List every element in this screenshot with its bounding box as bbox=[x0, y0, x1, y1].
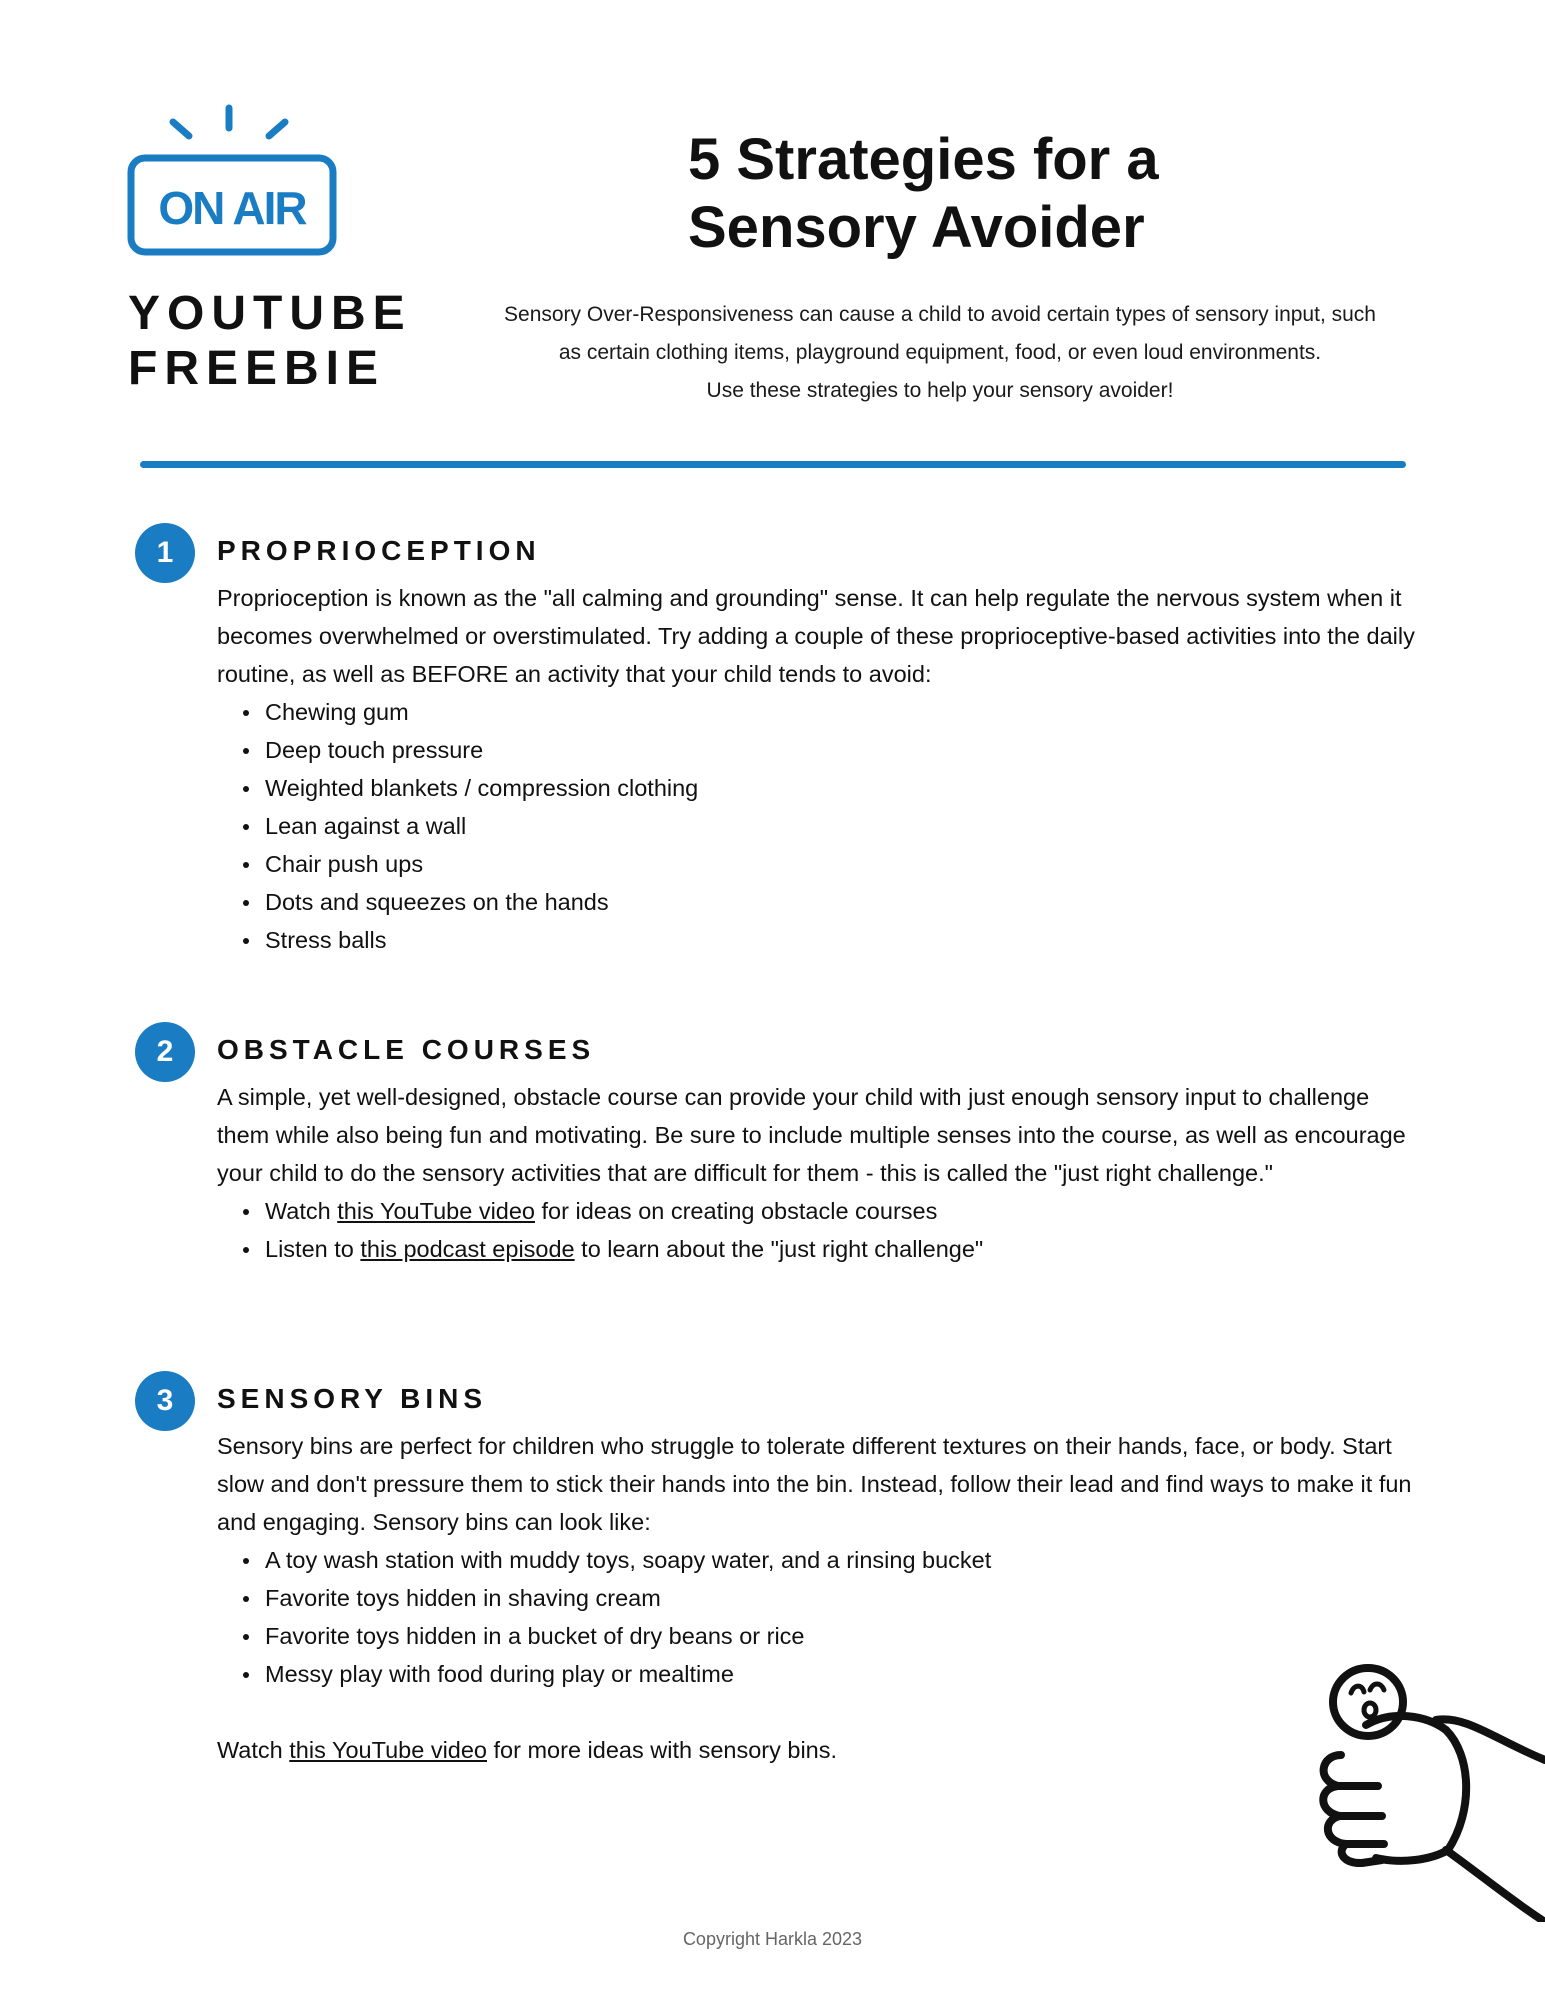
title-line1: 5 Strategies for a bbox=[688, 127, 1159, 192]
youtube-video-link[interactable]: this YouTube video bbox=[337, 1198, 535, 1224]
section-heading: OBSTACLE COURSES bbox=[217, 1034, 596, 1065]
watch-prefix: Watch bbox=[217, 1737, 290, 1763]
list-item: Deep touch pressure bbox=[265, 731, 1427, 769]
bullet-list bbox=[217, 693, 1427, 959]
list-item-text: to learn about the "just right challenge" bbox=[574, 1236, 984, 1262]
youtube-freebie-label bbox=[128, 286, 412, 396]
list-item bbox=[265, 1230, 1427, 1268]
page-title bbox=[688, 126, 1159, 262]
section-number-badge: 2 bbox=[135, 1022, 195, 1082]
list-item: Chewing gum bbox=[265, 693, 1427, 731]
list-item: A toy wash station with muddy toys, soapy water, and a rinsing bucket bbox=[265, 1541, 1427, 1579]
list-item bbox=[265, 1192, 1427, 1230]
badge-label-line1: YOUTUBE bbox=[128, 287, 412, 340]
bullet-list bbox=[217, 1541, 1427, 1693]
section-paragraph: A simple, yet well-designed, obstacle course can provide your child with just enough sensory input to challenge them while also being fun and motivating. Be sure to include multiple senses into the course, as well as encourage your child to do the sensory activities that are difficult for them - this is called the "just right challenge." bbox=[217, 1084, 1406, 1186]
title-line2: Sensory Avoider bbox=[688, 195, 1145, 260]
section-paragraph: Sensory bins are perfect for children who struggle to tolerate different textures on their hands, face, or body. Start slow and don't pressure them to stick their hands into the bin. Instead, follow their lead and find ways to make it fun and engaging. Sensory bins can look like: bbox=[217, 1433, 1412, 1535]
watch-more-text bbox=[217, 1731, 1427, 1769]
list-item: Weighted blankets / compression clothing bbox=[265, 769, 1427, 807]
list-item-text: Listen to bbox=[265, 1236, 361, 1262]
list-item: Stress balls bbox=[265, 921, 1427, 959]
section-number-badge: 3 bbox=[135, 1371, 195, 1431]
section-body bbox=[217, 1427, 1427, 1769]
watch-suffix: for more ideas with sensory bins. bbox=[487, 1737, 838, 1763]
section-body bbox=[217, 579, 1427, 959]
bullet-list bbox=[217, 1192, 1427, 1268]
intro-line2: as certain clothing items, playground equipment, food, or even loud environments. bbox=[558, 341, 1322, 364]
list-item: Lean against a wall bbox=[265, 807, 1427, 845]
thumbs-up-hand-icon bbox=[1296, 1660, 1545, 1922]
section-heading: SENSORY BINS bbox=[217, 1383, 488, 1414]
section-paragraph: Proprioception is known as the "all calming and grounding" sense. It can help regulate the nervous system when it becomes overwhelmed or overstimulated. Try adding a couple of these proprioceptive-based activities into the daily routine, as well as BEFORE an activity that your child tends to avoid: bbox=[217, 585, 1415, 687]
divider bbox=[140, 461, 1406, 468]
section-heading: PROPRIOCEPTION bbox=[217, 535, 541, 566]
list-item: Favorite toys hidden in shaving cream bbox=[265, 1579, 1427, 1617]
list-item: Chair push ups bbox=[265, 845, 1427, 883]
list-item: Messy play with food during play or mealtime bbox=[265, 1655, 1427, 1693]
list-item-text: for ideas on creating obstacle courses bbox=[535, 1198, 938, 1224]
list-item: Dots and squeezes on the hands bbox=[265, 883, 1427, 921]
list-item: Favorite toys hidden in a bucket of dry beans or rice bbox=[265, 1617, 1427, 1655]
on-air-sign-text: ON AIR bbox=[158, 182, 306, 234]
section-body bbox=[217, 1078, 1427, 1268]
youtube-video-link[interactable]: this YouTube video bbox=[289, 1737, 487, 1763]
badge-label-line2: FREEBIE bbox=[128, 342, 386, 395]
intro-text bbox=[470, 296, 1410, 410]
section-number-badge: 1 bbox=[135, 523, 195, 583]
intro-line3: Use these strategies to help your sensory avoider! bbox=[706, 379, 1174, 402]
on-air-sign-icon bbox=[125, 100, 345, 260]
copyright-footer: Copyright Harkla 2023 bbox=[682, 1929, 863, 1949]
podcast-episode-link[interactable]: this podcast episode bbox=[360, 1236, 575, 1262]
list-item-text: Watch bbox=[265, 1198, 338, 1224]
intro-line1: Sensory Over-Responsiveness can cause a child to avoid certain types of sensory input, such bbox=[504, 303, 1376, 326]
